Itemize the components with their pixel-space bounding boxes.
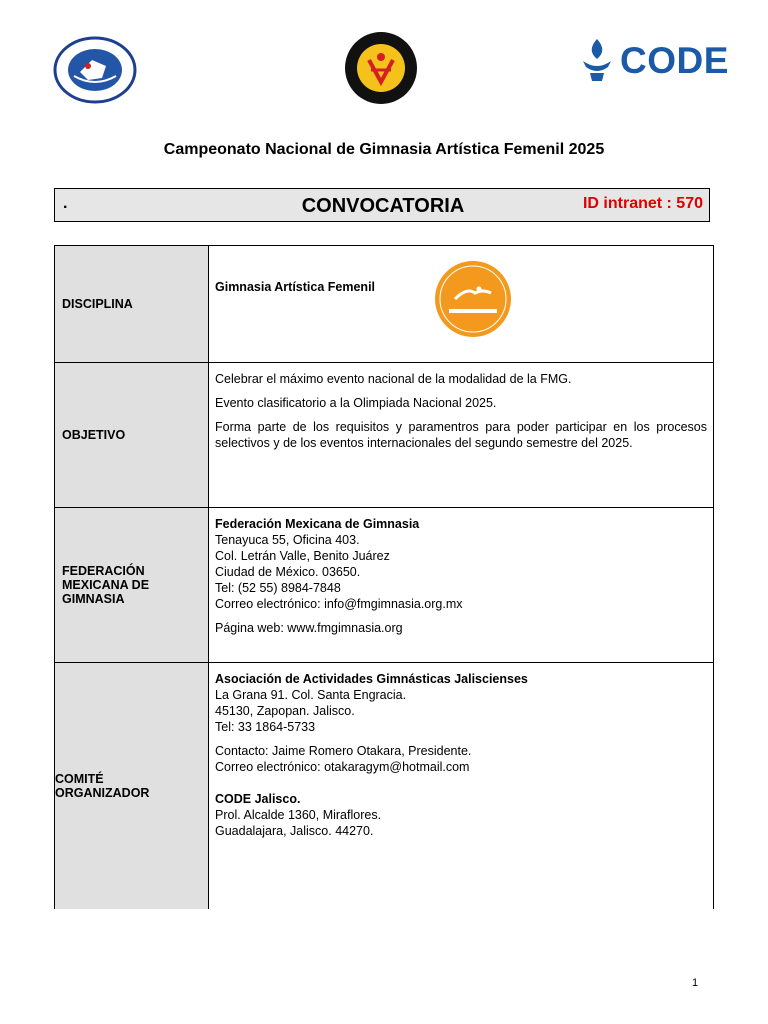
federacion-address-line: Col. Letrán Valle, Benito Juárez bbox=[215, 549, 390, 563]
org2-address-line: Guadalajara, Jalisco. 44270. bbox=[215, 824, 374, 838]
code-torch-icon bbox=[578, 37, 616, 83]
row-federacion bbox=[55, 508, 714, 663]
org2-name: CODE Jalisco. bbox=[215, 792, 301, 806]
federacion-address-line: Ciudad de México. 03650. bbox=[215, 565, 361, 579]
label-line: GIMNASIA bbox=[62, 592, 125, 606]
federacion-web: Página web: www.fmgimnasia.org bbox=[215, 621, 403, 635]
convocatoria-bar bbox=[54, 188, 710, 222]
org1-name: Asociación de Actividades Gimnásticas Jaliscienses bbox=[215, 672, 528, 686]
code-logo-text: CODE bbox=[620, 39, 729, 81]
value-federacion bbox=[209, 508, 714, 663]
aagj-logo bbox=[52, 36, 138, 104]
org1-address-line: 45130, Zapopan. Jalisco. bbox=[215, 704, 355, 718]
label-line: MEXICANA DE bbox=[62, 578, 150, 592]
code-logo bbox=[578, 36, 740, 84]
org1-address-line: La Grana 91. Col. Santa Engracia. bbox=[215, 688, 407, 702]
label-federacion bbox=[55, 508, 209, 663]
intranet-id: ID intranet : 570 bbox=[582, 195, 703, 212]
row-disciplina bbox=[55, 246, 714, 363]
label-comite bbox=[55, 663, 209, 910]
federacion-phone: Tel: (52 55) 8984-7848 bbox=[215, 581, 341, 595]
federacion-email: Correo electrónico: info@fmgimnasia.org.mx bbox=[215, 597, 463, 611]
info-table bbox=[54, 245, 714, 909]
objetivo-line: Evento clasificatorio a la Olimpiada Nacional 2025. bbox=[215, 396, 497, 410]
value-comite bbox=[209, 663, 714, 910]
objetivo-line: Forma parte de los requisitos y paramentros para poder participar en los procesos selectivos y de los eventos internacionales del segundo semestre del 2025. bbox=[215, 420, 707, 450]
convocatoria-title: CONVOCATORIA bbox=[301, 195, 465, 217]
label-disciplina: DISCIPLINA bbox=[55, 246, 209, 363]
federacion-name: Federación Mexicana de Gimnasia bbox=[215, 517, 420, 531]
gimnasia-artistica-badge-icon bbox=[433, 259, 513, 339]
org2-address-line: Prol. Alcalde 1360, Miraflores. bbox=[215, 808, 382, 822]
org1-contact: Contacto: Jaime Romero Otakara, Presidente. bbox=[215, 744, 472, 758]
label-line: FEDERACIÓN bbox=[62, 564, 145, 578]
document-title: Campeonato Nacional de Gimnasia Artística Femenil 2025 bbox=[163, 141, 605, 158]
org1-phone: Tel: 33 1864-5733 bbox=[215, 720, 316, 734]
page-number: 1 bbox=[692, 977, 699, 989]
row-comite bbox=[55, 663, 714, 910]
label-line: COMITÉ bbox=[55, 772, 104, 786]
label-objetivo: OBJETIVO bbox=[55, 363, 209, 508]
objetivo-line: Celebrar el máximo evento nacional de la modalidad de la FMG. bbox=[215, 372, 572, 386]
label-line: ORGANIZADOR bbox=[55, 786, 150, 800]
disciplina-name: Gimnasia Artística Femenil bbox=[215, 280, 376, 294]
org1-email: Correo electrónico: otakaragym@hotmail.com bbox=[215, 760, 470, 774]
federacion-address-line: Tenayuca 55, Oficina 403. bbox=[215, 533, 360, 547]
row-objetivo bbox=[55, 363, 714, 508]
value-objetivo bbox=[209, 363, 714, 508]
value-disciplina bbox=[209, 246, 714, 363]
convocatoria-dot: . bbox=[63, 195, 68, 212]
fmg-logo bbox=[343, 30, 419, 106]
